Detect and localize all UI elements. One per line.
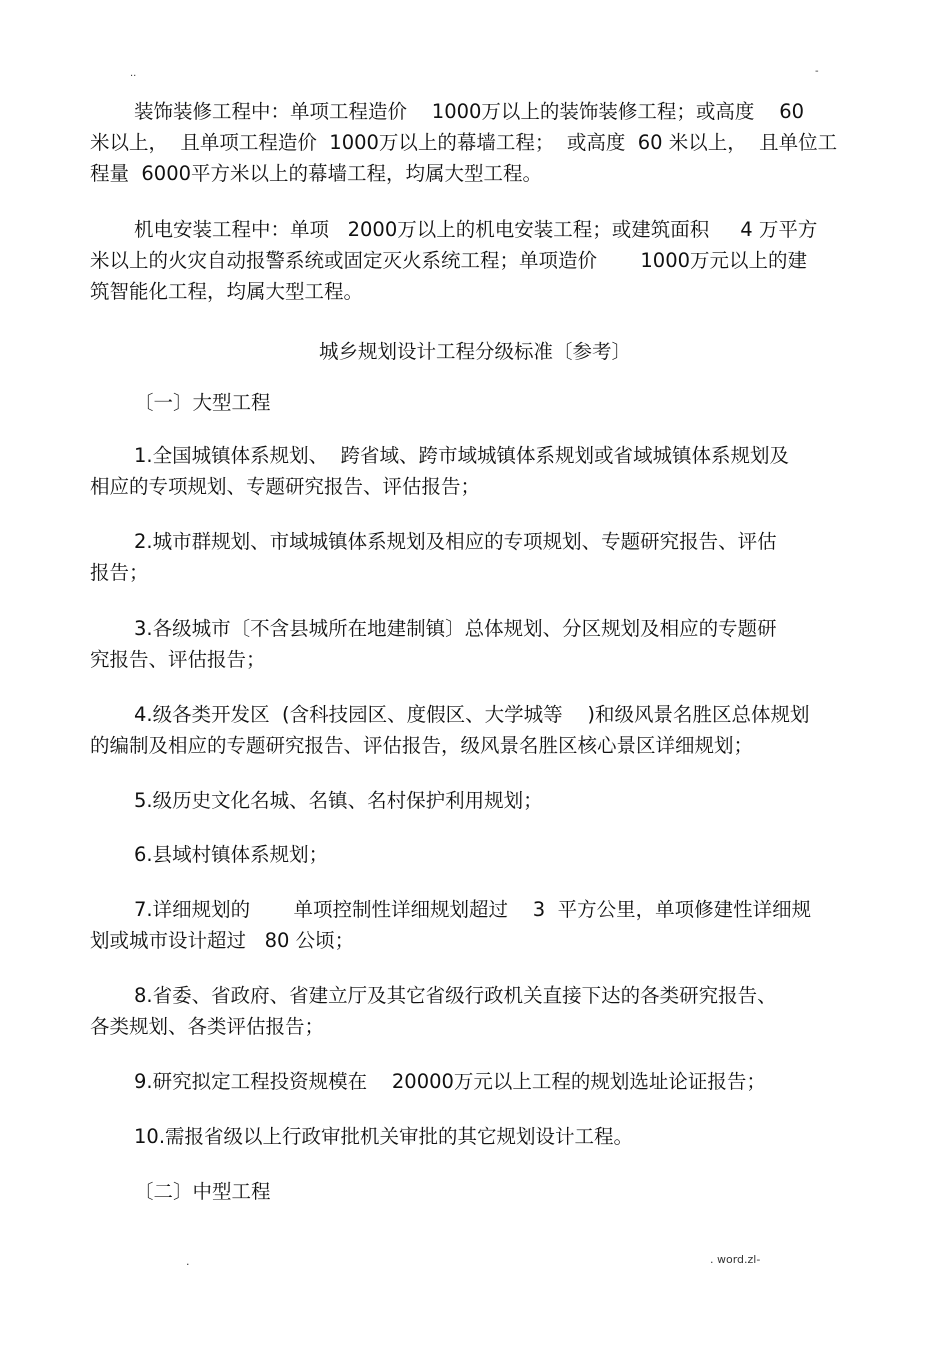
list-item-line: 4.级各类开发区 (含科技园区、度假区、大学城等 )和级风景名胜区总体规划: [134, 703, 810, 726]
list-item: [90, 699, 860, 761]
list-item: [90, 440, 860, 502]
list-item-line: 究报告、评估报告；: [90, 648, 266, 671]
list-item: [90, 785, 860, 816]
list-item-line: 6.县域村镇体系规划；: [134, 843, 329, 866]
list-item: [90, 839, 860, 870]
list-item-line: 5.级历史文化名城、名镇、名村保护利用规划；: [134, 789, 543, 812]
list-item: [90, 613, 860, 675]
paragraph-mep: [90, 214, 860, 307]
list-item: [90, 980, 860, 1042]
section-title: 城乡规划设计工程分级标准〔参考〕: [318, 340, 631, 363]
paragraph-line: 筑智能化工程，均属大型工程。: [90, 280, 364, 303]
list-item: [90, 526, 860, 588]
paragraph-line: 米以上， 且单项工程造价 1000万以上的幕墙工程； 或高度 60 米以上， 且单位工: [90, 131, 838, 154]
list-item-line: 7.详细规划的 单项控制性详细规划超过 3 平方公里，单项修建性详细规: [134, 898, 812, 921]
footer-source: . word.zl-: [710, 1253, 761, 1266]
list-item-line: 10.需报省级以上行政审批机关审批的其它规划设计工程。: [134, 1125, 634, 1148]
paragraph-line: 程量 6000平方米以上的幕墙工程，均属大型工程。: [90, 162, 543, 185]
list-item-line: 相应的专项规划、专题研究报告、评估报告；: [90, 475, 481, 498]
list-item: [90, 894, 860, 956]
footer-left-mark: .: [186, 1255, 190, 1268]
list-item-line: 3.各级城市〔不含县城所在地建制镇〕总体规划、分区规划及相应的专题研: [134, 617, 777, 640]
subheading-text: 〔二〕中型工程: [134, 1180, 271, 1203]
list-item: [90, 1121, 860, 1152]
list-item-line: 报告；: [90, 561, 149, 584]
subheading-medium: [90, 1176, 860, 1207]
list-item: [90, 1066, 860, 1097]
paragraph-line: 机电安装工程中：单项 2000万以上的机电安装工程；或建筑面积 4 万平方: [134, 218, 818, 241]
list-item-line: 各类规划、各类评估报告；: [90, 1015, 325, 1038]
list-item-line: 8.省委、省政府、省建立厅及其它省级行政机关直接下达的各类研究报告、: [134, 984, 777, 1007]
subheading-text: 〔一〕大型工程: [134, 391, 271, 414]
paragraph-line: 米以上的火灾自动报警系统或固定灭火系统工程；单项造价 1000万元以上的建: [90, 249, 808, 272]
list-item-line: 划或城市设计超过 80 公顷；: [90, 929, 355, 952]
header-right-mark: -: [815, 66, 819, 77]
list-item-line: 的编制及相应的专题研究报告、评估报告，级风景名胜区核心景区详细规划；: [90, 734, 754, 757]
list-item-line: 9.研究拟定工程投资规模在 20000万元以上工程的规划选址论证报告；: [134, 1070, 766, 1093]
subheading-large: [90, 387, 860, 418]
paragraph-line: 装饰装修工程中：单项工程造价 1000万以上的装饰装修工程；或高度 60: [134, 100, 805, 123]
list-item-line: 2.城市群规划、市域城镇体系规划及相应的专项规划、专题研究报告、评估: [134, 530, 777, 553]
paragraph-decoration: [90, 96, 860, 189]
header-left-mark: ..: [130, 68, 137, 79]
list-item-line: 1.全国城镇体系规划、 跨省域、跨市域城镇体系规划或省域城镇体系规划及: [134, 444, 790, 467]
